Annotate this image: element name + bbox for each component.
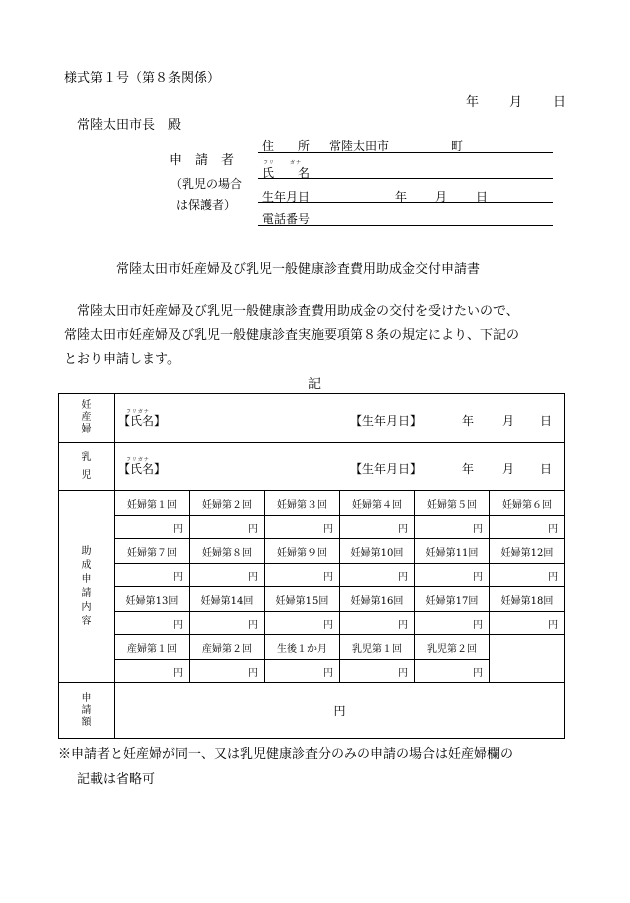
amount-cell[interactable]: 円 — [265, 612, 340, 635]
amount-row-1 — [59, 516, 565, 539]
checkup-label: 妊婦第５回 — [415, 491, 490, 516]
checkup-label: 妊婦第14回 — [190, 587, 265, 612]
checkup-label: 乳児第１回 — [340, 635, 415, 660]
amount-cell[interactable]: 円 — [340, 564, 415, 587]
amount-cell[interactable]: 円 — [490, 564, 565, 587]
infant-birth-month: 月 — [502, 462, 515, 476]
checkup-label: 妊婦第４回 — [340, 491, 415, 516]
checkup-label: 妊婦第18回 — [490, 587, 565, 612]
amount-cell[interactable]: 円 — [340, 516, 415, 539]
checkup-label: 妊婦第９回 — [265, 539, 340, 564]
total-row — [59, 683, 565, 739]
amount-cell[interactable]: 円 — [415, 660, 490, 683]
pregnant-birth-month: 月 — [502, 414, 515, 428]
checkup-label: 妊婦第10回 — [340, 539, 415, 564]
infant-birth-field: 【生年月日】 — [350, 462, 423, 476]
note-line-2: 記載は省略可 — [77, 772, 156, 787]
date-day: 日 — [553, 95, 567, 110]
name-label: 氏 名 — [262, 166, 311, 180]
address-town: 町 — [451, 139, 464, 153]
amount-cell[interactable]: 円 — [265, 660, 340, 683]
document-title: 常陸太田市妊産婦及び乳児一般健康診査費用助成金交付申請書 — [116, 262, 481, 277]
body-line-3: とおり申請します。 — [64, 352, 180, 367]
amount-cell[interactable]: 円 — [265, 564, 340, 587]
form-number: 様式第１号（第８条関係） — [64, 71, 221, 86]
infant-row — [59, 443, 565, 491]
amount-cell[interactable]: 円 — [115, 660, 190, 683]
birth-underline — [258, 202, 553, 203]
applicant-label: 申 請 者 — [169, 153, 235, 168]
name-furigana-shi: フリ — [263, 160, 275, 166]
address-label: 住 所 — [262, 139, 311, 153]
amount-row-3 — [59, 612, 565, 635]
amount-cell[interactable]: 円 — [115, 516, 190, 539]
checkup-label: 妊婦第12回 — [490, 539, 565, 564]
checkup-label: 妊婦第16回 — [340, 587, 415, 612]
amount-label: 申 請 額 — [59, 683, 115, 739]
pregnant-birth-field: 【生年月日】 — [350, 414, 423, 428]
applicant-note-2: は保護者） — [176, 198, 237, 212]
checkup-label: 生後１か月 — [265, 635, 340, 660]
applicant-note-1: （乳児の場合 — [170, 177, 243, 191]
support-label: 助 成 申 請 内 容 — [59, 491, 115, 683]
empty-cell — [490, 635, 565, 683]
checkup-label: 産婦第２回 — [190, 635, 265, 660]
pregnant-label: 妊 産 婦 — [59, 394, 115, 443]
amount-cell[interactable]: 円 — [190, 516, 265, 539]
name-furigana-mei: ガナ — [290, 160, 303, 166]
checkup-label: 妊婦第８回 — [190, 539, 265, 564]
addressee: 常陸太田市長 殿 — [77, 118, 182, 133]
checkup-label: 妊婦第１回 — [115, 491, 190, 516]
amount-cell[interactable]: 円 — [415, 612, 490, 635]
infant-name-field: 【氏名】 — [118, 462, 167, 476]
amount-cell[interactable]: 円 — [190, 564, 265, 587]
checkup-label: 妊婦第６回 — [490, 491, 565, 516]
amount-cell[interactable]: 円 — [265, 516, 340, 539]
phone-label: 電話番号 — [262, 212, 311, 226]
pregnant-name-field: 【氏名】 — [118, 414, 167, 428]
checkup-row-1 — [59, 491, 565, 516]
amount-row-2 — [59, 564, 565, 587]
birth-month: 月 — [435, 190, 448, 204]
pregnant-birth-year: 年 — [462, 414, 475, 428]
birth-day: 日 — [476, 190, 489, 204]
amount-cell[interactable]: 円 — [115, 564, 190, 587]
note-line-1: ※申請者と妊産婦が同一、又は乳児健康診査分のみの申請の場合は妊産婦欄の — [58, 747, 514, 762]
checkup-label: 妊婦第７回 — [115, 539, 190, 564]
pregnant-name-furigana: フリガナ — [126, 409, 150, 415]
pregnant-row — [59, 394, 565, 443]
checkup-label: 妊婦第15回 — [265, 587, 340, 612]
date-year: 年 — [466, 95, 480, 110]
infant-name-furigana: フリガナ — [126, 457, 150, 463]
checkup-label: 妊婦第11回 — [415, 539, 490, 564]
amount-cell[interactable]: 円 — [415, 516, 490, 539]
ki-mark: 記 — [308, 377, 322, 392]
body-line-1: 常陸太田市妊産婦及び乳児一般健康診査費用助成金の交付を受けたいので、 — [77, 304, 519, 319]
infant-birth-day: 日 — [540, 462, 553, 476]
amount-cell[interactable]: 円 — [340, 660, 415, 683]
name-underline — [258, 178, 553, 179]
address-underline — [258, 152, 553, 153]
amount-cell[interactable]: 円 — [190, 612, 265, 635]
amount-cell[interactable]: 円 — [490, 516, 565, 539]
infant-info-cell[interactable] — [115, 443, 565, 491]
application-table — [58, 393, 565, 739]
address-city: 常陸太田市 — [329, 139, 390, 153]
amount-cell[interactable]: 円 — [415, 564, 490, 587]
checkup-label: 産婦第１回 — [115, 635, 190, 660]
checkup-row-3 — [59, 587, 565, 612]
body-line-2: 常陸太田市妊産婦及び乳児一般健康診査実施要項第８条の規定により、下記の — [64, 328, 520, 343]
phone-underline — [258, 225, 553, 226]
pregnant-birth-day: 日 — [540, 414, 553, 428]
amount-cell[interactable]: 円 — [340, 612, 415, 635]
birth-label: 生年月日 — [262, 190, 311, 204]
checkup-label: 妊婦第３回 — [265, 491, 340, 516]
checkup-label: 妊婦第13回 — [115, 587, 190, 612]
amount-cell[interactable]: 円 — [115, 612, 190, 635]
amount-row-4 — [59, 660, 565, 683]
pregnant-info-cell[interactable] — [115, 394, 565, 443]
checkup-label: 妊婦第17回 — [415, 587, 490, 612]
date-month: 月 — [509, 95, 523, 110]
checkup-row-2 — [59, 539, 565, 564]
checkup-label: 乳児第２回 — [415, 635, 490, 660]
checkup-row-4 — [59, 635, 565, 660]
total-amount-cell[interactable]: 円 — [115, 683, 565, 739]
infant-birth-year: 年 — [462, 462, 475, 476]
amount-cell[interactable]: 円 — [490, 612, 565, 635]
infant-label: 乳 児 — [59, 443, 115, 491]
birth-year: 年 — [395, 190, 408, 204]
checkup-label: 妊婦第２回 — [190, 491, 265, 516]
amount-cell[interactable]: 円 — [190, 660, 265, 683]
